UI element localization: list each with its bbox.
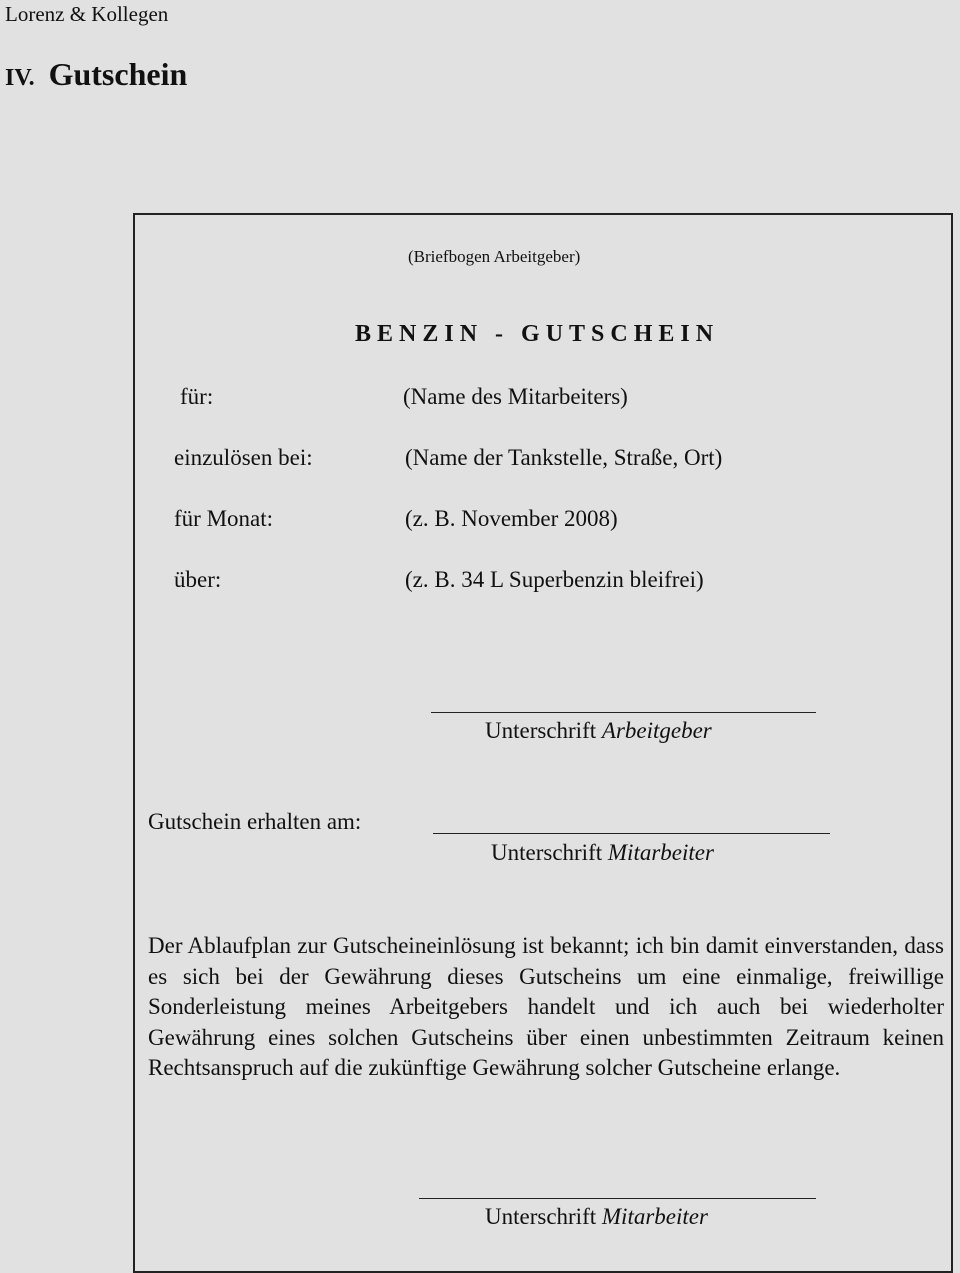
employee-signature-line [433,833,830,834]
employer-signature-caption [485,718,712,744]
signature-role: Mitarbeiter [601,1204,708,1229]
acknowledgement-text: Der Ablaufplan zur Gutscheineinlösung ist bekannt; ich bin damit einverstanden, dass es sich bei der Gewährung dieses Gutscheins um eine einmalige, freiwillige Sonderleistung meines Arbeitgebers handelt und ich auch bei wiederholter Gewährung eines solchen Gutscheins über einen unbestimmten Zeitraum keinen Rechtsanspruch auf die zukünftige Gewährung solcher Gutscheine erlange. [148,933,944,1081]
final-signature-caption [485,1204,708,1230]
letterhead-note: (Briefbogen Arbeitgeber) [408,247,581,266]
final-signature-line [419,1198,816,1199]
redeem-at-value: (Name der Tankstelle, Straße, Ort) [405,445,723,470]
amount-value: (z. B. 34 L Superbenzin bleifrei) [405,567,704,592]
signature-role: Arbeitgeber [601,718,712,743]
employer-signature-line [431,712,816,713]
signature-role: Mitarbeiter [607,840,714,865]
recipient-value: (Name des Mitarbeiters) [403,384,628,409]
recipient-label: für: [180,384,214,409]
company-name: Lorenz & Kollegen [5,2,169,26]
voucher-form [133,213,953,1273]
received-label: Gutschein erhalten am: [148,809,362,834]
redeem-at-label: einzulösen bei: [174,445,313,470]
amount-label: über: [174,567,222,592]
signature-prefix: Unterschrift [485,718,597,743]
signature-prefix: Unterschrift [491,840,603,865]
voucher-title: BENZIN - GUTSCHEIN [355,321,720,347]
month-value: (z. B. November 2008) [405,506,618,531]
month-label: für Monat: [174,506,274,531]
signature-prefix: Unterschrift [485,1204,597,1229]
section-title: Gutschein [48,56,188,92]
employee-signature-caption [491,840,714,866]
section-number: IV. [5,65,35,91]
section-heading [5,56,187,93]
